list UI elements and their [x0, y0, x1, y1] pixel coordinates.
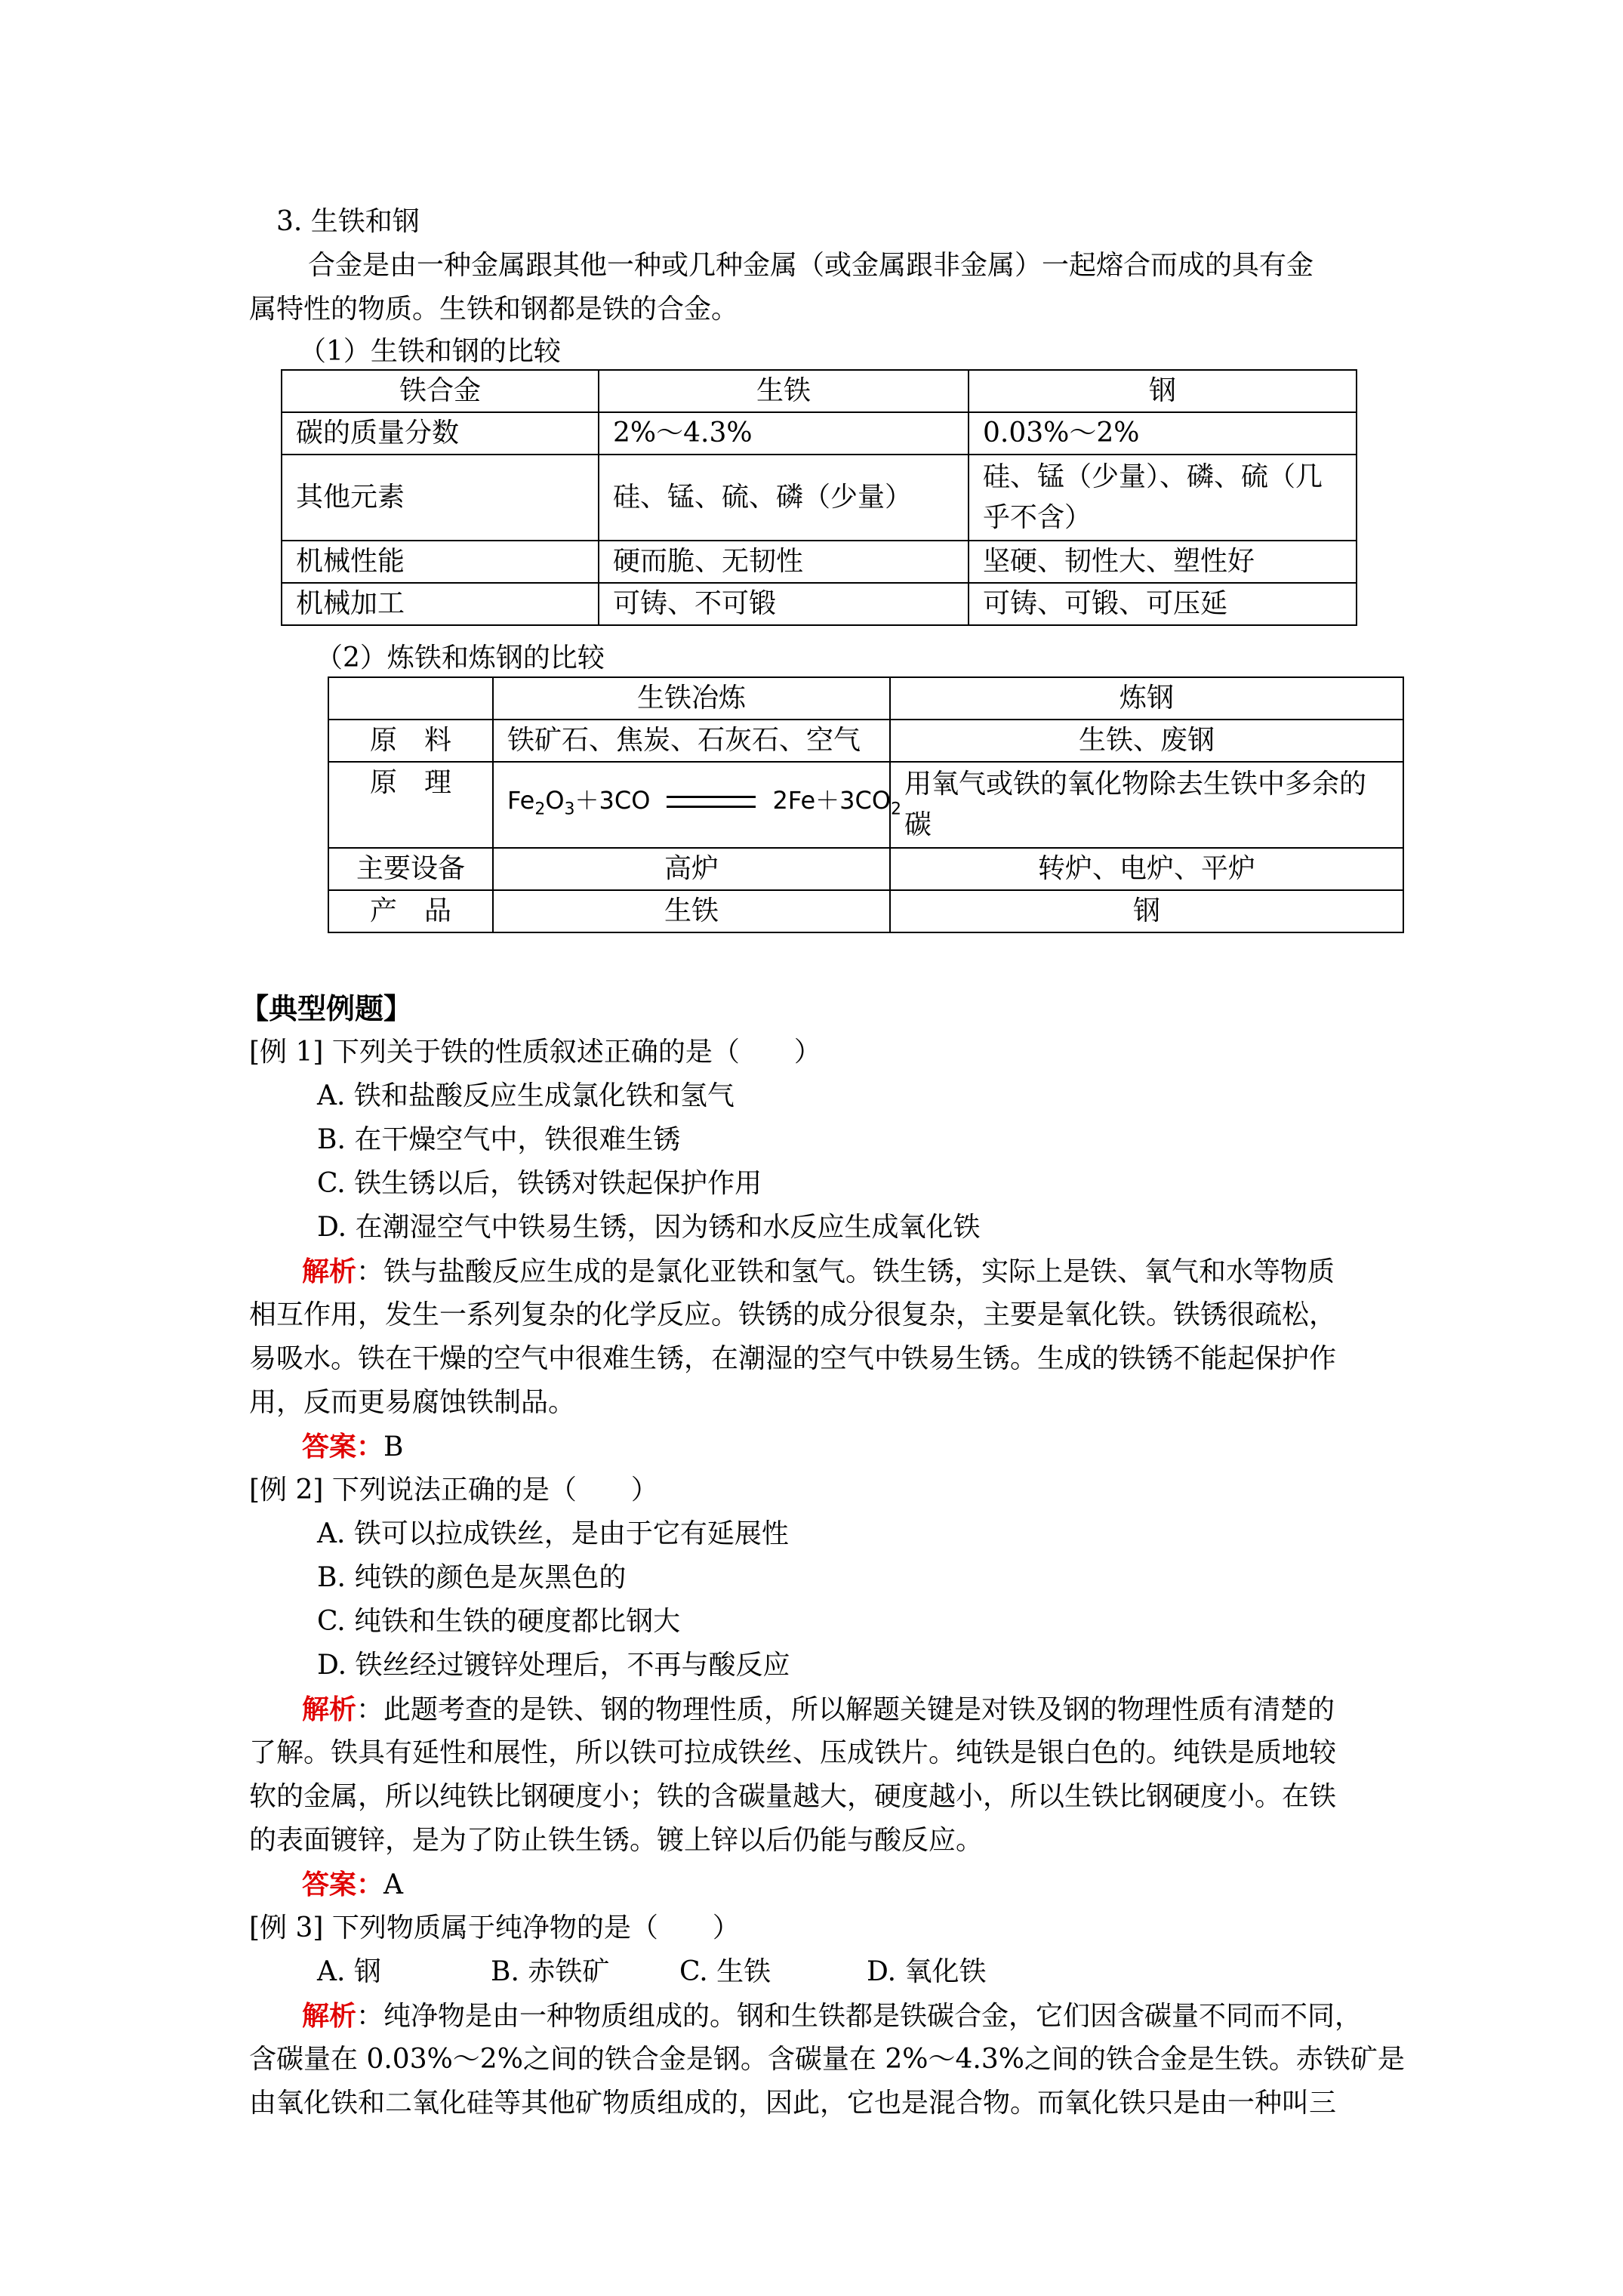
table-cell: 高炉: [493, 848, 890, 890]
analysis-label: 解析: [302, 1693, 357, 1725]
table-cell: 转炉、电炉、平炉: [890, 848, 1403, 890]
equation-cell: [493, 762, 902, 848]
example-2-analysis-line: 的表面镀锌，是为了防止铁生锈。镀上锌以后仍能与酸反应。: [249, 1825, 984, 1856]
table-cell: 主要设备: [328, 848, 493, 890]
table-row: [328, 762, 1403, 848]
example-3-analysis-line: 含碳量在 0.03%～2%之间的铁合金是钢。含碳量在 2%～4.3%之间的铁合金是生铁。赤铁矿是: [249, 2044, 1405, 2075]
table-cell: 生铁、废钢: [890, 720, 1403, 762]
example-2-option-c: C. 纯铁和生铁的硬度都比钢大: [317, 1606, 681, 1637]
example-3-option-d: D. 氧化铁: [867, 1956, 987, 1987]
table-cell: 机械性能: [282, 541, 599, 583]
example-3-option-c: C. 生铁: [679, 1956, 771, 1987]
table-cell: 可铸、不可锻: [599, 583, 969, 625]
answer-label: 答案：: [302, 1431, 384, 1462]
equals-sign: [667, 796, 756, 808]
table-cell: 碳的质量分数: [282, 412, 599, 455]
example-2-question: [例 2] 下列说法正确的是（ ）: [249, 1475, 658, 1505]
example-3-option-b: B. 赤铁矿: [491, 1956, 610, 1987]
table-cell: 钢: [890, 890, 1403, 932]
example-2-option-a: A. 铁可以拉成铁丝，是由于它有延展性: [317, 1518, 789, 1549]
table-cell: 生铁: [493, 890, 890, 932]
table-header-cell: 铁合金: [282, 370, 599, 412]
table-cell: 坚硬、韧性大、塑性好: [969, 541, 1357, 583]
example-1-option-b: B. 在干燥空气中，铁很难生锈: [317, 1124, 681, 1155]
table-cell: 2%～4.3%: [599, 412, 969, 455]
table-cell: 0.03%～2%: [969, 412, 1357, 455]
example-3-analysis-line: 由氧化铁和二氧化硅等其他矿物质组成的，因此，它也是混合物。而氧化铁只是由一种叫三: [249, 2088, 1337, 2119]
table-row: [282, 412, 1357, 455]
table-row: [282, 541, 1357, 583]
example-1-analysis-line: 解析：铁与盐酸反应生成的是氯化亚铁和氢气。铁生锈，实际上是铁、氧气和水等物质: [302, 1256, 1335, 1287]
table-cell: 硅、锰、硫、磷（少量）: [599, 455, 969, 541]
example-1-option-d: D. 在潮湿空气中铁易生锈，因为锈和水反应生成氧化铁: [317, 1212, 981, 1243]
analysis-label: 解析: [302, 1256, 357, 1287]
table-row: [328, 720, 1403, 762]
example-2-answer: 答案：A: [302, 1869, 404, 1900]
intro-line-2: 属特性的物质。生铁和钢都是铁的合金。: [249, 294, 739, 325]
table2-caption: （2）炼铁和炼钢的比较: [316, 643, 605, 673]
table-cell: 原 理: [328, 762, 493, 848]
table-cell: 机械加工: [282, 583, 599, 625]
example-1-question: [例 1] 下列关于铁的性质叙述正确的是（ ）: [249, 1037, 821, 1068]
example-1-analysis-line: 用，反而更易腐蚀铁制品。: [249, 1387, 576, 1418]
table-row: [328, 848, 1403, 890]
example-1-answer: 答案：B: [302, 1431, 404, 1462]
example-1-analysis-line: 易吸水。铁在干燥的空气中很难生锈，在潮湿的空气中铁易生锈。生成的铁锈不能起保护作: [249, 1343, 1337, 1374]
example-3-analysis-line: 解析：纯净物是由一种物质组成的。钢和生铁都是铁碳合金，它们因含碳量不同而不同，: [302, 2000, 1363, 2032]
example-1-option-a: A. 铁和盐酸反应生成氯化铁和氢气: [317, 1080, 735, 1111]
intro-line-1: 合金是由一种金属跟其他一种或几种金属（或金属跟非金属）一起熔合而成的具有金: [308, 250, 1314, 281]
table-header-cell: [328, 677, 493, 720]
reaction-equation: $Fe_2O_3+3CO$ $2Fe+3CO_2$: [507, 785, 902, 819]
example-3-option-a: A. 钢: [317, 1956, 381, 1987]
table-header-cell: 钢: [969, 370, 1357, 412]
analysis-label: 解析: [302, 2000, 357, 2032]
table-cell: 用氧气或铁的氧化物除去生铁中多余的碳: [890, 762, 1403, 848]
answer-label: 答案：: [302, 1869, 384, 1900]
example-2-analysis-line: 软的金属，所以纯铁比钢硬度小；铁的含碳量越大，硬度越小，所以生铁比钢硬度小。在铁: [249, 1781, 1337, 1812]
section-heading: 3. 生铁和钢: [276, 206, 420, 237]
iron-steel-comparison-table: [281, 369, 1357, 626]
table-row: [282, 583, 1357, 625]
table-header-cell: 炼钢: [890, 677, 1403, 720]
table-header-cell: 生铁: [599, 370, 969, 412]
table-cell: 硅、锰（少量）、磷、硫（几乎不含）: [969, 455, 1357, 541]
table-cell: 其他元素: [282, 455, 599, 541]
example-2-analysis-line: 解析：此题考查的是铁、钢的物理性质，所以解题关键是对铁及钢的物理性质有清楚的: [302, 1693, 1335, 1725]
table1-caption: （1）生铁和钢的比较: [299, 336, 561, 367]
table-row: [328, 890, 1403, 932]
example-2-option-b: B. 纯铁的颜色是灰黑色的: [317, 1562, 627, 1593]
table-header-row: [328, 677, 1403, 720]
table-cell: 原 料: [328, 720, 493, 762]
example-2-option-d: D. 铁丝经过镀锌处理后，不再与酸反应: [317, 1650, 790, 1681]
table-row: [282, 455, 1357, 541]
example-3-question: [例 3] 下列物质属于纯净物的是（ ）: [249, 1912, 740, 1943]
table-cell: 硬而脆、无韧性: [599, 541, 969, 583]
smelting-comparison-table: [328, 676, 1404, 933]
table-header-row: [282, 370, 1357, 412]
table-cell: 铁矿石、焦炭、石灰石、空气: [493, 720, 890, 762]
table-cell: 可铸、可锻、可压延: [969, 583, 1357, 625]
table-header-cell: 生铁冶炼: [493, 677, 890, 720]
example-2-analysis-line: 了解。铁具有延性和展性，所以铁可拉成铁丝、压成铁片。纯铁是银白色的。纯铁是质地较: [249, 1737, 1337, 1768]
table-cell: 产 品: [328, 890, 493, 932]
example-1-analysis-line: 相互作用，发生一系列复杂的化学反应。铁锈的成分很复杂，主要是氧化铁。铁锈很疏松，: [249, 1299, 1337, 1330]
example-1-option-c: C. 铁生锈以后，铁锈对铁起保护作用: [317, 1168, 762, 1199]
examples-heading: 【典型例题】: [240, 991, 413, 1025]
